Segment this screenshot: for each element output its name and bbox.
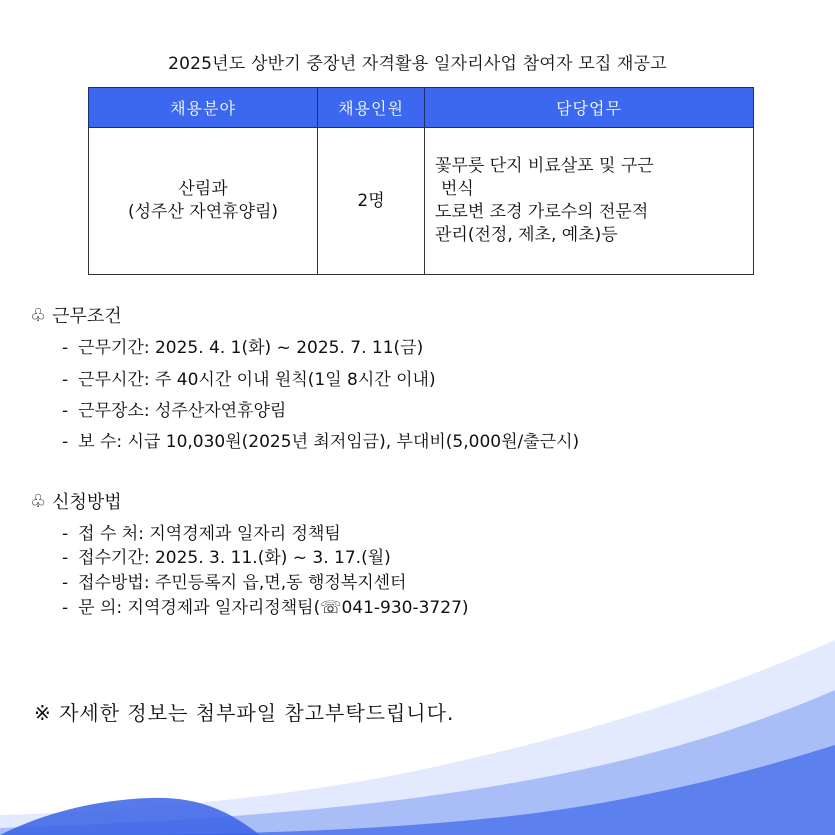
recruitment-table bbox=[88, 87, 754, 275]
duty-line: 번식 bbox=[441, 179, 474, 199]
table-row bbox=[89, 128, 754, 275]
header-field: 채용분야 bbox=[89, 88, 318, 128]
table-header-row bbox=[89, 88, 754, 128]
list-item: - 보 수: 시급 10,030원(2025년 최저임금), 부대비(5,000원/출근시) bbox=[62, 432, 580, 452]
header-count: 채용인원 bbox=[318, 88, 425, 128]
list-item: - 근무장소: 성주산자연휴양림 bbox=[62, 401, 287, 421]
duty-line: 도로변 조경 가로수의 전문적 bbox=[435, 202, 649, 222]
header-duty: 담당업무 bbox=[425, 88, 754, 128]
attachment-notice: ※ 자세한 정보는 첨부파일 참고부탁드립니다. bbox=[34, 701, 455, 725]
cell-field bbox=[89, 128, 318, 275]
field-location: (성주산 자연휴양림) bbox=[127, 202, 279, 222]
list-item: - 근무기간: 2025. 4. 1(화) ~ 2025. 7. 11(금) bbox=[62, 338, 424, 358]
duty-line: 꽃무릇 단지 비료살포 및 구근 bbox=[435, 156, 654, 176]
work-conditions-title: 근무조건 bbox=[52, 306, 122, 327]
cell-duty bbox=[425, 128, 754, 275]
list-item: - 문 의: 지역경제과 일자리정책팀(☏041-930-3727) bbox=[62, 598, 469, 618]
work-conditions-heading bbox=[30, 302, 122, 328]
cell-count: 2명 bbox=[318, 128, 425, 275]
list-item: - 접수기간: 2025. 3. 11.(화) ~ 3. 17.(월) bbox=[62, 548, 391, 568]
list-item: - 접수방법: 주민등록지 읍,면,동 행정복지센터 bbox=[62, 573, 407, 593]
clover-icon: ♧ bbox=[30, 490, 47, 512]
duty-line: 관리(전정, 제초, 예초)등 bbox=[435, 225, 618, 245]
page-title: 2025년도 상반기 중장년 자격활용 일자리사업 참여자 모집 재공고 bbox=[168, 54, 667, 74]
application-title: 신청방법 bbox=[52, 492, 122, 513]
list-item: - 근무시간: 주 40시간 이내 원칙(1일 8시간 이내) bbox=[62, 370, 436, 390]
field-name: 산림과 bbox=[178, 179, 228, 199]
list-item: - 접 수 처: 지역경제과 일자리 정책팀 bbox=[62, 524, 341, 544]
application-heading bbox=[30, 488, 122, 514]
clover-icon: ♧ bbox=[30, 304, 47, 326]
